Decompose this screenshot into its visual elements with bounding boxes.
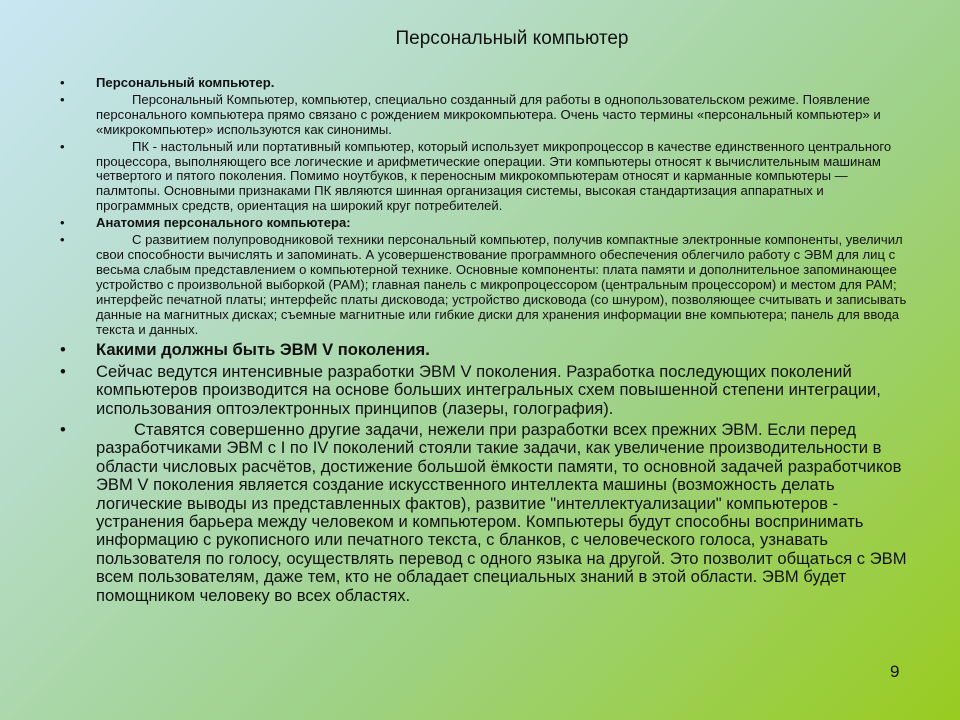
bullet-glyph: • — [60, 420, 66, 440]
item-text: С развитием полупроводниковой техники персональный компьютер, получив компактные электронные компоненты, увеличил свои способности вычислять и запоминать. А усовершенствование программного обеспечения облегчило работу с ЭВМ для лиц с весьма слабым представлением о компьютерной технике. Основные компоненты: плата памяти и дополнительное запоминающее устройство с произвольной выборкой (РАМ); главная панель с микропроцессором (центральным процессором) и местом для РАМ; интерфейс печатной платы; интерфейс платы дисковода; устройство дисковода (со шнуром), позволяющее считывать и записывать данные на магнитных дисках; съемные магнитные или гибкие диски для хранения информации вне компьютера; панель для ввода текста и данных. — [96, 232, 907, 337]
list-item-pc-description — [58, 140, 908, 215]
list-item-heading-anatomy — [58, 216, 908, 231]
slide-content — [58, 76, 908, 608]
item-text: Сейчас ведутся интенсивные разработки ЭВМ V поколения. Разработка последующих поколений компьютеров производится на основе больших интегральных схем повышенной степени интеграции, использования оптоэлектронных принципов (лазеры, голография). — [96, 361, 881, 418]
bullet-glyph: • — [60, 215, 65, 231]
list-item-fifth-gen-development — [58, 363, 908, 418]
item-text: Персональный Компьютер, компьютер, специально созданный для работы в однопользовательском режиме. Появление персонального компьютера прямо связано с рождением микрокомпьютера. Очень часто термины «персональный компьютер» и «микрокомпьютер» используются как синонимы. — [96, 91, 881, 137]
list-item-heading-fifth-gen — [58, 341, 908, 359]
bullet-glyph: • — [60, 232, 65, 248]
item-text: Какими должны быть ЭВМ V поколения. — [96, 340, 430, 360]
bullet-glyph: • — [60, 75, 65, 90]
bullet-glyph: • — [60, 138, 65, 154]
item-text: Ставятся совершенно другие задачи, нежели при разработки всех прежних ЭВМ. Если перед разработчиками ЭВМ с I по IV поколений стояли такие задачи, как увеличение производительности в области числовых расчётов, достижение большой ёмкости памяти, то основной задачей разработчиков ЭВМ V поколения является создание искусственного интеллекта машины (возможность делать логические выводы из представленных фактов), развитие "интеллектуализации" компьютеров - устранения барьера между человеком и компьютером. Компьютеры будут способны воспринимать информацию с рукописного или печатного текста, с бланков, с человеческого голоса, узнавать пользователя по голосу, осуществлять перевод с одного языка на другой. Это позволит общаться с ЭВМ всем пользователям, даже тем, кто не обладает специальных знаний в этой области. ЭВМ будет помощником человеку во всех областях. — [96, 420, 907, 605]
bullet-glyph: • — [60, 340, 66, 360]
bullet-glyph: • — [60, 361, 66, 381]
list-item-anatomy-description — [58, 233, 908, 337]
bullet-glyph: • — [60, 91, 65, 107]
list-item-heading-pc — [58, 76, 908, 91]
list-item-fifth-gen-tasks — [58, 421, 908, 605]
item-text: Анатомия персонального компьютера: — [96, 215, 351, 231]
page-number: 9 — [890, 662, 900, 681]
item-text: Персональный компьютер. — [96, 75, 275, 90]
slide-title: Персональный компьютер — [395, 28, 629, 49]
list-item-definition — [58, 93, 908, 138]
item-text: ПК - настольный или портативный компьютер, который использует микропроцессор в качестве единственного центрального процессора, выполняющего все логические и арифметические операции. Эти компьютеры относят к вычислительным машинам четвертого и пятого поколения. Помимо ноутбуков, к переносным микрокомпьютерам относят и карманные компьютеры — палмтопы. Основными признаками ПК являются шинная организация системы, высокая стандартизация аппаратных и программных средств, ориентация на широкий круг потребителей. — [96, 138, 892, 214]
